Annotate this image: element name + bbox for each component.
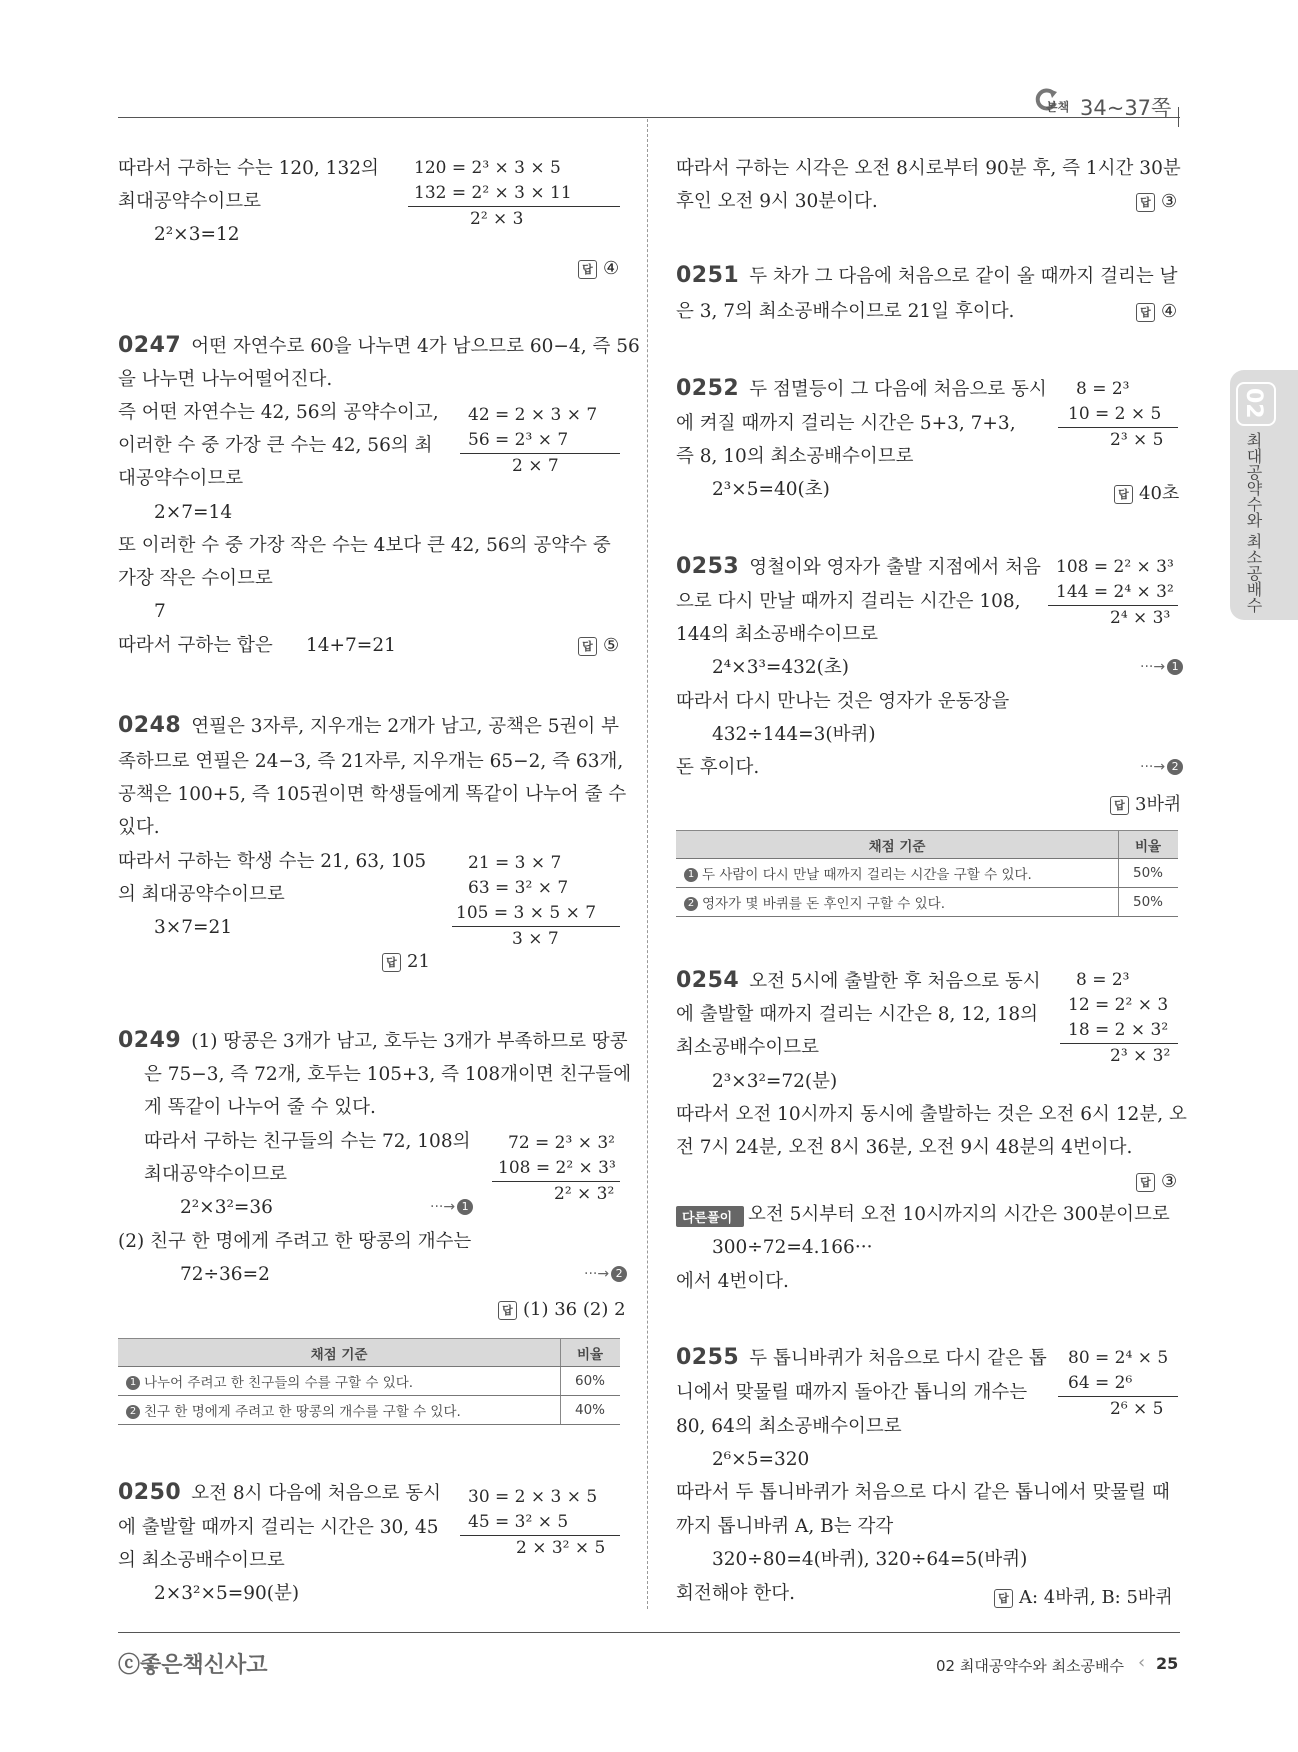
text-line: 공책은 100+5, 즉 105권이면 학생들에게 똑같이 나누어 줄 수 xyxy=(118,784,627,805)
problem-0253: 0253 영철이와 영자가 출발 지점에서 처음 xyxy=(676,554,1041,579)
calc-line: 3×7=21 xyxy=(154,917,233,938)
alt-solution-label: 다른풀이 xyxy=(676,1206,744,1227)
text-line: 이러한 수 중 가장 큰 수는 42, 56의 최 xyxy=(118,435,433,456)
answer: 답 3바퀴 xyxy=(1110,790,1181,816)
problem-0248: 0248 연필은 3자루, 지우개는 2개가 남고, 공책은 5권이 부 xyxy=(118,713,620,738)
text-line: 따라서 오전 10시까지 동시에 출발하는 것은 오전 6시 12분, 오 xyxy=(676,1104,1187,1125)
calc-line: 432÷144=3(바퀴) xyxy=(712,724,876,745)
chapter-number: 02 xyxy=(1241,388,1266,419)
text-line: 에 출발할 때까지 걸리는 시간은 8, 12, 18의 xyxy=(676,1004,1038,1025)
answer: 답 40초 xyxy=(1114,479,1179,505)
step-marker-2: ···→ 2 xyxy=(584,1266,627,1282)
text-line: 에서 4번이다. xyxy=(676,1271,789,1292)
step-marker-1: ···→ 1 xyxy=(430,1199,473,1215)
answer: 답 A: 4바퀴, B: 5바퀴 xyxy=(994,1583,1173,1609)
text-line: 의 최소공배수이므로 xyxy=(118,1550,285,1571)
text-line: 돈 후이다. xyxy=(676,757,760,778)
step-marker-1: ···→ 1 xyxy=(1140,659,1183,675)
footer-chapter: 02 최대공약수와 최소공배수 xyxy=(936,1657,1125,1675)
answer: 답 (1) 36 (2) 2 xyxy=(498,1299,626,1320)
calc-line: 2³×5=40(초) xyxy=(712,479,830,500)
calc-line: 300÷72=4.166··· xyxy=(712,1237,873,1258)
text-line: 따라서 두 톱니바퀴가 처음으로 다시 같은 톱니에서 맞물릴 때 xyxy=(676,1482,1170,1503)
calc-line: 7 xyxy=(154,601,166,622)
text-line: 즉 어떤 자연수는 42, 56의 공약수이고, xyxy=(118,402,439,423)
problem-0254: 0254 오전 5시에 출발한 후 처음으로 동시 xyxy=(676,968,1041,993)
calc-line: 2×3²×5=90(분) xyxy=(154,1583,300,1604)
answer: 답 21 xyxy=(382,951,430,972)
text-line: 오전 5시부터 오전 10시까지의 시간은 300분이므로 xyxy=(748,1204,1170,1225)
header-pages: 34~37쪽 xyxy=(1080,96,1172,120)
calc-line: 2⁴×3³=432(초) xyxy=(712,657,849,678)
footer-page-number: 25 xyxy=(1156,1654,1179,1673)
text-line: 가장 작은 수이므로 xyxy=(118,568,273,589)
grading-table-0249: 채점 기준 비율 1 나누어 주려고 한 친구들의 수를 구할 수 있다. 60% 2 친구 한 명에게 주려고 한 땅콩의 개수를 구할 수 있다. 40% xyxy=(118,1338,620,1425)
calc-line: 2²×3²=36 xyxy=(180,1197,273,1218)
text-line: 최대공약수이므로 xyxy=(118,191,261,212)
problem-0252: 0252 두 점멸등이 그 다음에 처음으로 동시 xyxy=(676,376,1047,401)
text-line: 은 75−3, 즉 72개, 호두는 105+3, 즉 108개이면 친구들에 xyxy=(144,1064,632,1085)
text-line: 전 7시 24분, 오전 8시 36분, 오전 9시 48분의 4번이다. xyxy=(676,1137,1133,1158)
text-line: 으로 다시 만날 때까지 걸리는 시간은 108, xyxy=(676,591,1021,612)
calc-line: 320÷80=4(바퀴), 320÷64=5(바퀴) xyxy=(712,1549,1028,1570)
text-line: 게 똑같이 나누어 줄 수 있다. xyxy=(144,1097,376,1118)
text-line: 또 이러한 수 중 가장 작은 수는 4보다 큰 42, 56의 공약수 중 xyxy=(118,535,611,556)
text-line: 족하므로 연필은 24−3, 즉 21자루, 지우개는 65−2, 즉 63개, xyxy=(118,751,624,772)
answer: 답 ④ xyxy=(578,258,619,279)
text-line: 후인 오전 9시 30분이다. xyxy=(676,191,878,212)
text-line: 따라서 다시 만나는 것은 영자가 운동장을 xyxy=(676,691,1010,712)
problem-0255: 0255 두 톱니바퀴가 처음으로 다시 같은 톱 xyxy=(676,1345,1047,1370)
header-book-label: 본책 xyxy=(1046,100,1070,114)
calc-line: 2³×3²=72(분) xyxy=(712,1071,838,1092)
text-line: 따라서 구하는 수는 120, 132의 xyxy=(118,158,379,179)
footer-rule xyxy=(118,1632,1180,1633)
text-line: 은 3, 7의 최소공배수이므로 21일 후이다. xyxy=(676,301,1015,322)
calc-line: 14+7=21 xyxy=(306,635,396,656)
problem-0250: 0250 오전 8시 다음에 처음으로 동시 xyxy=(118,1480,441,1505)
text-line: 80, 64의 최소공배수이므로 xyxy=(676,1416,902,1437)
answer: 답 ④ xyxy=(1136,301,1177,322)
text-line: 니에서 맞물릴 때까지 돌아간 톱니의 개수는 xyxy=(676,1382,1028,1403)
calc-line: 2²×3=12 xyxy=(154,224,240,245)
text-line: 을 나누면 나누어떨어진다. xyxy=(118,369,333,390)
text-line: 따라서 구하는 학생 수는 21, 63, 105 xyxy=(118,851,427,872)
text-line: 까지 톱니바퀴 A, B는 각각 xyxy=(676,1516,894,1537)
step-marker-2: ···→ 2 xyxy=(1140,759,1183,775)
text-line: 에 출발할 때까지 걸리는 시간은 30, 45 xyxy=(118,1517,439,1538)
grading-table-0253: 채점 기준 비율 1 두 사람이 다시 만날 때까지 걸리는 시간을 구할 수 있다. 50% 2 영자가 몇 바퀴를 돈 후인지 구할 수 있다. 50% xyxy=(676,830,1178,917)
text-line: 따라서 구하는 친구들의 수는 72, 108의 xyxy=(144,1131,471,1152)
problem-0251: 0251 두 차가 그 다음에 처음으로 같이 올 때까지 걸리는 날 xyxy=(676,263,1178,288)
chapter-title: 최대공약수와 최소공배수 xyxy=(1244,432,1263,614)
text-line: 즉 8, 10의 최소공배수이므로 xyxy=(676,446,914,467)
calc-line: 72÷36=2 xyxy=(180,1264,270,1285)
footer-publisher: ⓒ좋은책신사고 xyxy=(118,1653,268,1678)
text-line: 따라서 구하는 시각은 오전 8시로부터 90분 후, 즉 1시간 30분 xyxy=(676,158,1181,179)
text-line: 의 최대공약수이므로 xyxy=(118,884,285,905)
calc-line: 2⁶×5=320 xyxy=(712,1449,810,1470)
text-line: 최소공배수이므로 xyxy=(676,1037,819,1058)
text-line: 대공약수이므로 xyxy=(118,468,244,489)
text-line: (2) 친구 한 명에게 주려고 한 땅콩의 개수는 xyxy=(118,1231,472,1252)
chapter-side-tab xyxy=(1230,370,1298,620)
answer: 답 ⑤ xyxy=(578,635,619,656)
column-divider xyxy=(647,119,648,1609)
footer-chevron-icon: ‹ xyxy=(1138,1652,1146,1673)
text-line: 회전해야 한다. xyxy=(676,1583,795,1604)
answer: 답 ③ xyxy=(1136,1171,1177,1192)
text-line: 있다. xyxy=(118,817,160,838)
text-line: 에 켜질 때까지 걸리는 시간은 5+3, 7+3, xyxy=(676,413,1016,434)
text-line: 따라서 구하는 합은 xyxy=(118,635,273,656)
header-rule-end xyxy=(1178,107,1179,127)
problem-0249: 0249 (1) 땅콩은 3개가 남고, 호두는 3개가 부족하므로 땅콩 xyxy=(118,1028,628,1053)
text-line: 최대공약수이므로 xyxy=(144,1164,287,1185)
header-rule xyxy=(118,117,1180,118)
answer: 답 ③ xyxy=(1136,191,1177,212)
text-line: 144의 최소공배수이므로 xyxy=(676,624,879,645)
calc-line: 2×7=14 xyxy=(154,502,233,523)
problem-0247: 0247 어떤 자연수로 60을 나누면 4가 남으므로 60−4, 즉 56 xyxy=(118,333,640,358)
